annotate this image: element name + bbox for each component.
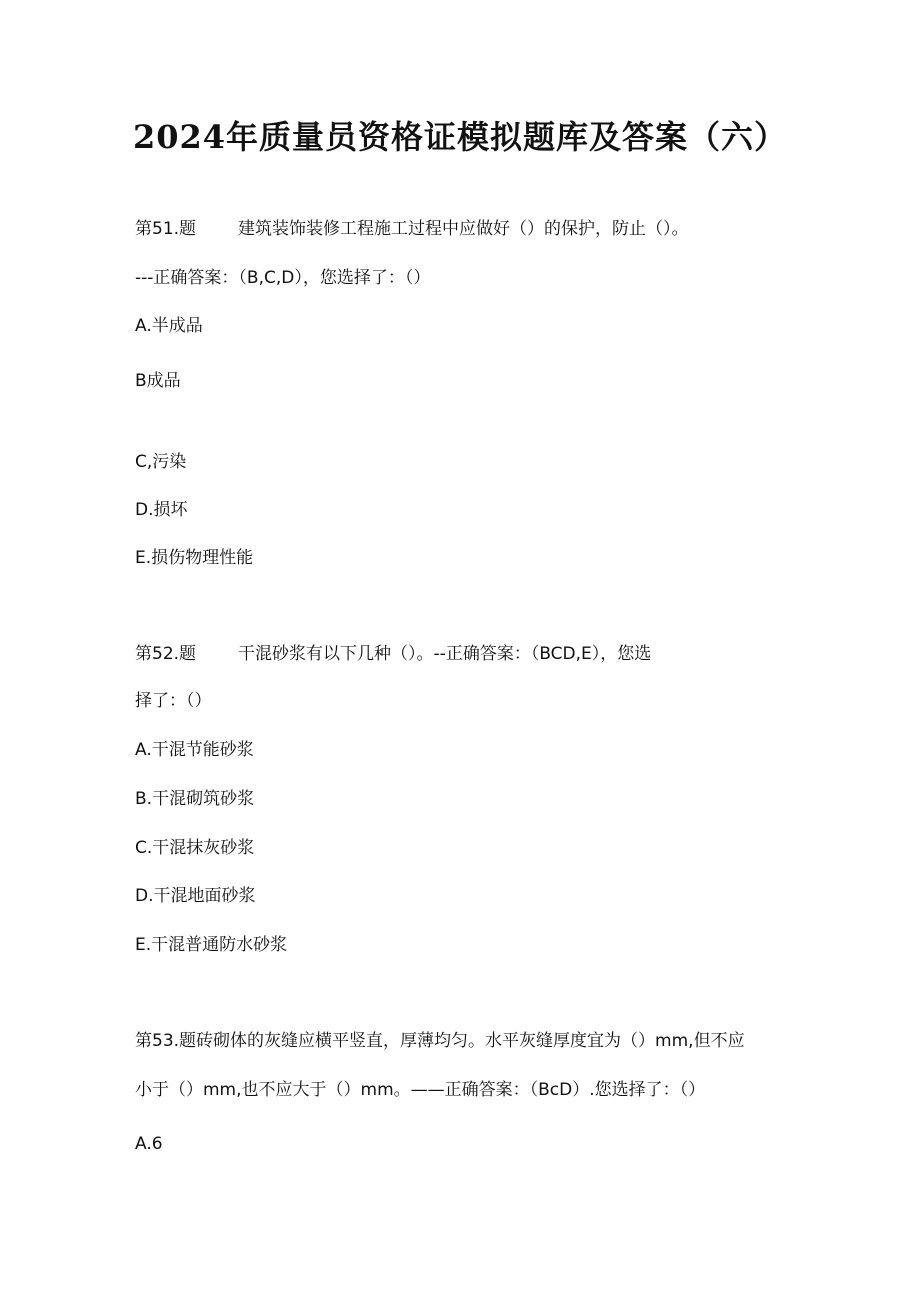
option: A.6 <box>135 1134 163 1154</box>
option: C.干混抹灰砂浆 <box>135 838 255 858</box>
question-number: 第51.题 <box>135 219 197 239</box>
option: A.半成品 <box>135 316 203 336</box>
question-53-line <box>135 1030 745 1052</box>
answer-line: 小于（）mm,也不应大于（）mm。——正确答案：（BcD）.您选择了：（） <box>135 1080 706 1100</box>
option: A.干混节能砂浆 <box>135 740 254 760</box>
option: B成品 <box>135 371 181 391</box>
document-title: 2024年质量员资格证模拟题库及答案（六） <box>132 118 788 156</box>
option: D.干混地面砂浆 <box>135 886 256 906</box>
option: E.干混普通防水砂浆 <box>135 935 288 955</box>
option: D.损坏 <box>135 500 188 520</box>
question-number: 第53.题 <box>135 1031 197 1051</box>
question-text: 建筑装饰装修工程施工过程中应做好（）的保护，防止（）。 <box>238 219 689 239</box>
question-text: 砖砌体的灰缝应横平竖直，厚薄均匀。水平灰缝厚度宜为（）mm,但不应 <box>196 1031 745 1051</box>
option: C,污染 <box>135 452 187 472</box>
question-number: 第52.题 <box>135 644 197 664</box>
answer-line: 择了：（） <box>135 691 212 711</box>
option: E.损伤物理性能 <box>135 548 254 568</box>
question-51-line <box>135 218 689 240</box>
answer-line: ---正确答案：（B,C,D），您选择了：（） <box>135 268 431 288</box>
option: B.干混砌筑砂浆 <box>135 789 255 809</box>
question-text: 干混砂浆有以下几种（）。--正确答案：（BCD,E），您选 <box>238 644 652 664</box>
question-52-line <box>135 643 651 665</box>
